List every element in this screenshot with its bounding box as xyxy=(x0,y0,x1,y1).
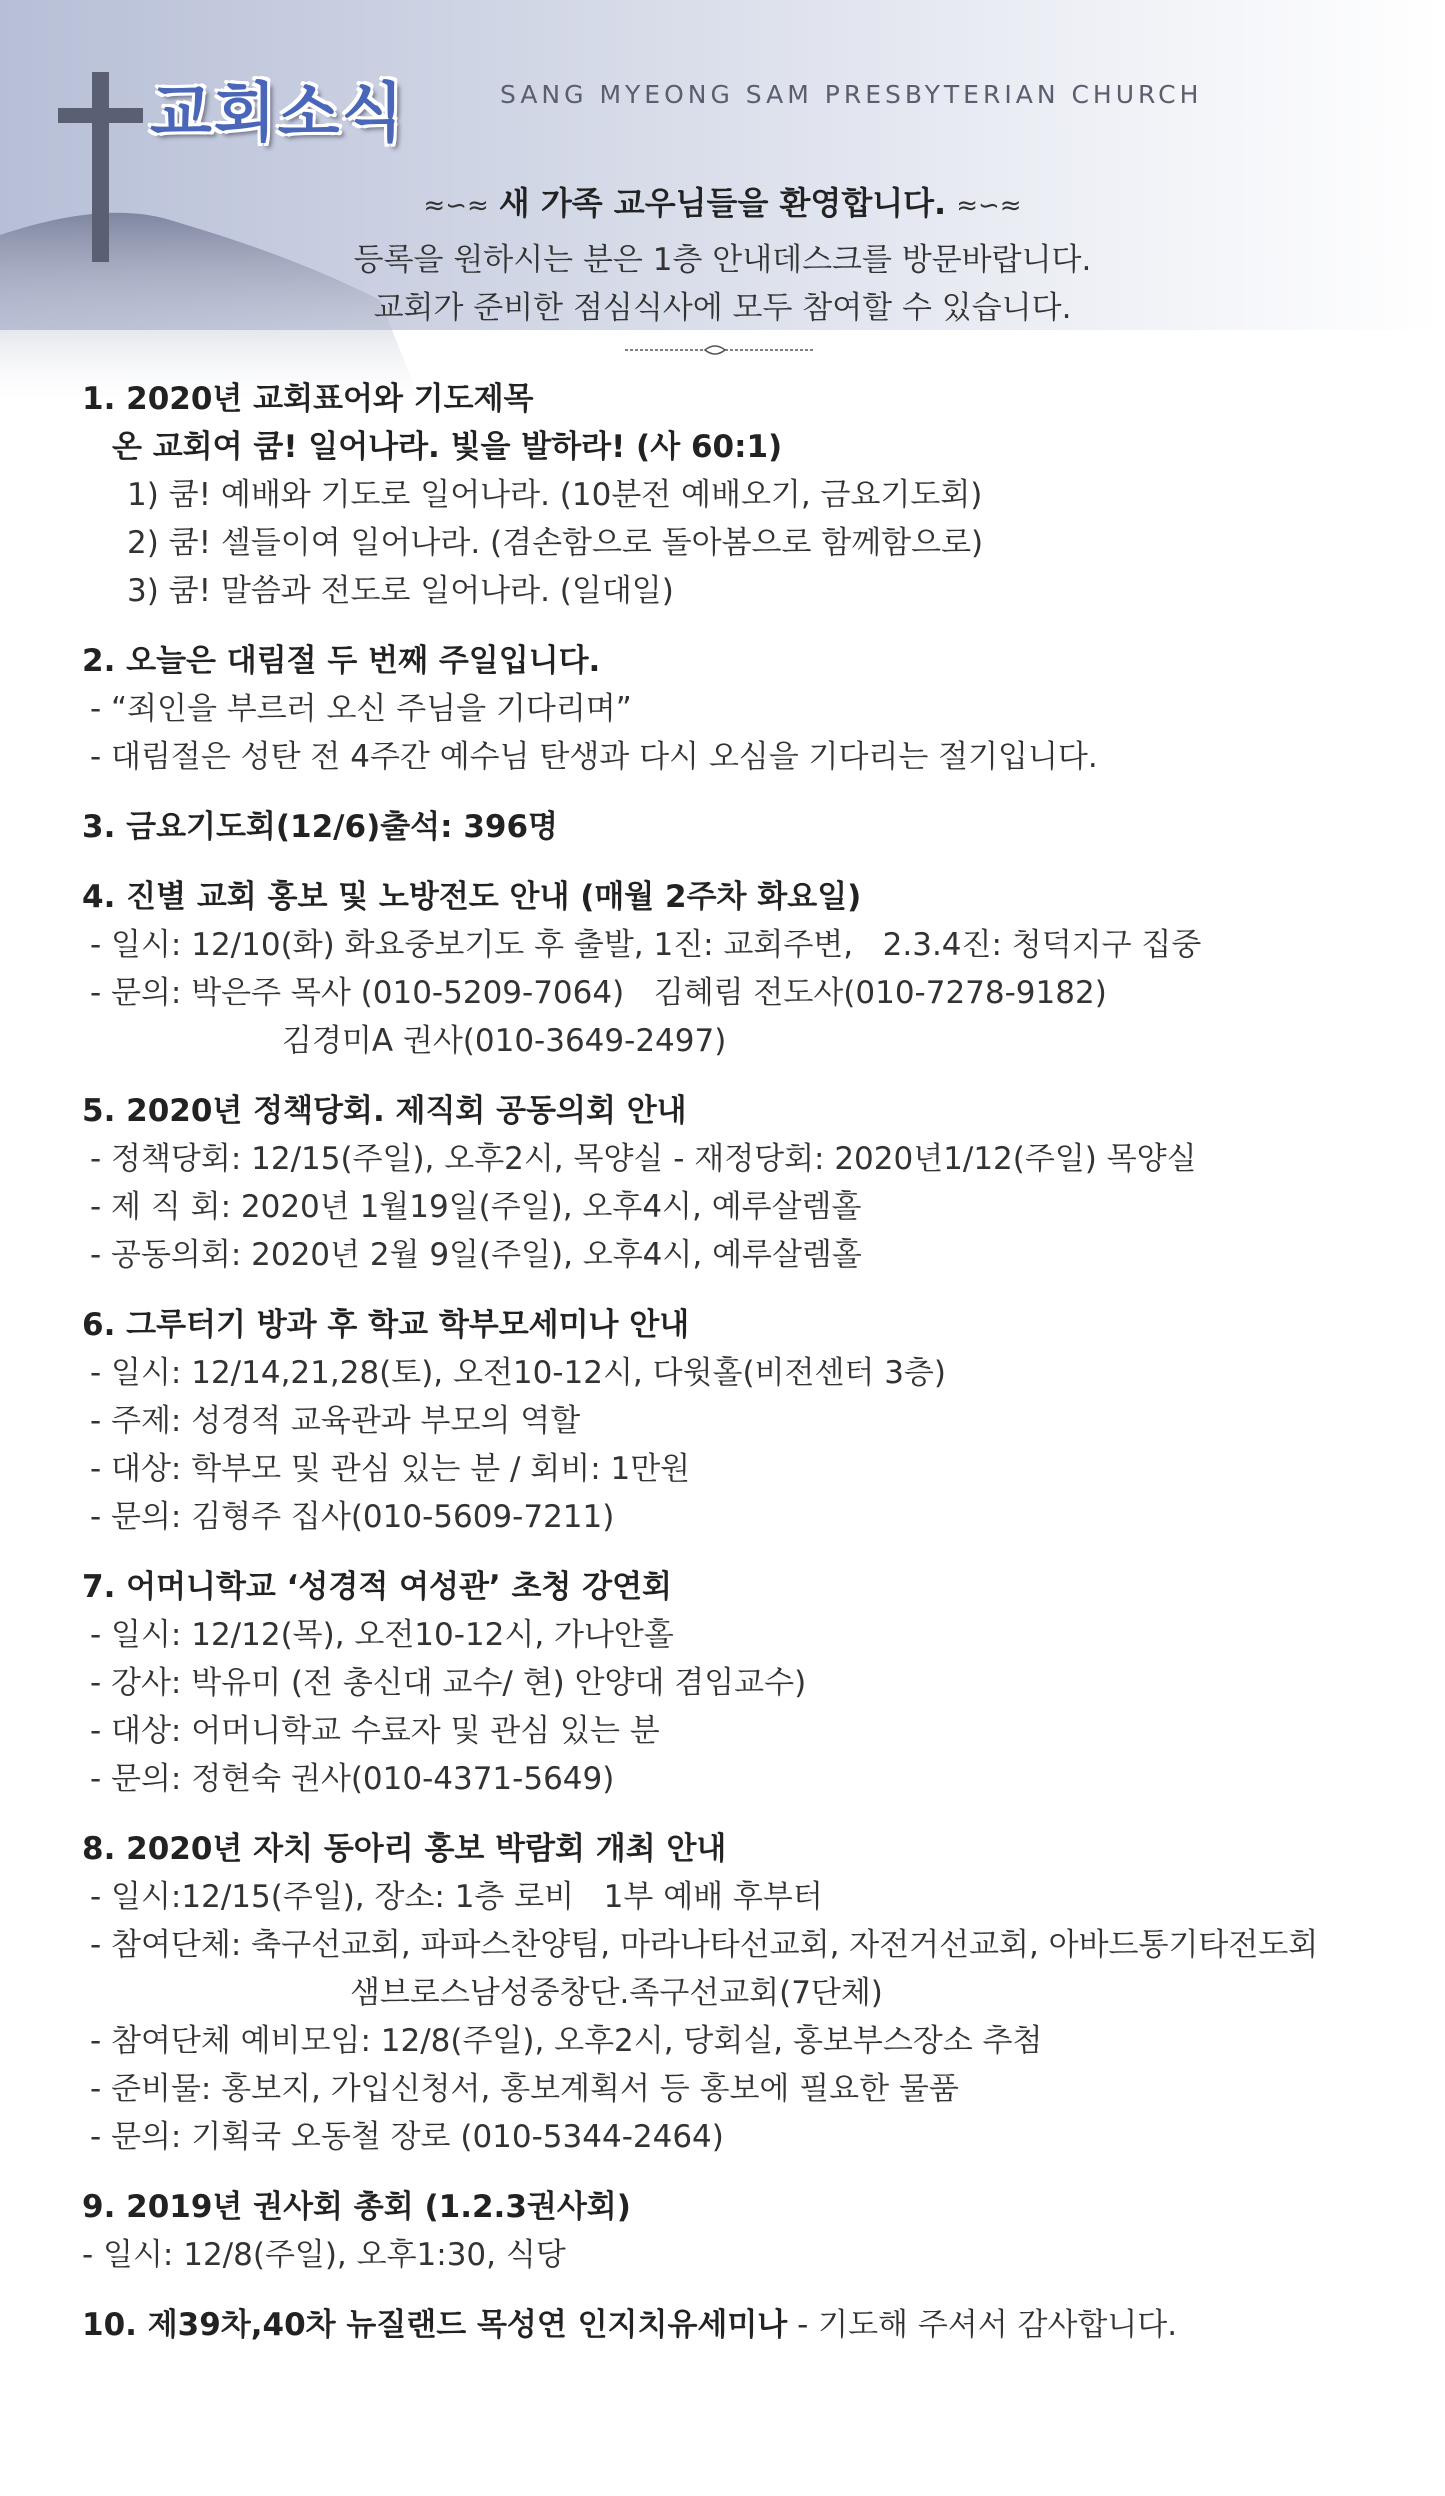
announcement-heading: 5. 2020년 정책당회. 제직회 공동의회 안내 xyxy=(82,1093,687,1129)
page-title: 교회소식 xyxy=(150,77,406,151)
list-item: - 문의: 정현숙 권사(010-4371-5649) xyxy=(90,1761,615,1797)
list-item: - 공동의회: 2020년 2월 9일(주일), 오후4시, 예루살렘홀 xyxy=(90,1237,862,1273)
list-item: - 강사: 박유미 (전 총신대 교수/ 현) 안양대 겸임교수) xyxy=(90,1665,807,1701)
announcements xyxy=(82,375,1402,2371)
announcement-4 xyxy=(82,873,1402,1065)
list-item-continuation: 샘브로스남성중창단.족구선교회(7단체) xyxy=(350,1975,883,2011)
list-item: 2) 쿰! 셀들이여 일어나라. (겸손함으로 돌아봄으로 함께함으로) xyxy=(127,525,984,561)
list-item: - 제 직 회: 2020년 1월19일(주일), 오후4시, 예루살렘홀 xyxy=(90,1189,862,1225)
list-item: - 준비물: 홍보지, 가입신청서, 홍보계획서 등 홍보에 필요한 물품 xyxy=(90,2071,959,2107)
announcement-2 xyxy=(82,637,1402,781)
announcement-6 xyxy=(82,1301,1402,1541)
ornament-right-icon: ≈∽≈ xyxy=(956,191,1022,221)
church-name-english: SANG MYEONG SAM PRESBYTERIAN CHURCH xyxy=(500,80,1203,109)
welcome-title xyxy=(0,178,1445,224)
announcement-heading: 4. 진별 교회 홍보 및 노방전도 안내 (매월 2주차 화요일) xyxy=(82,879,862,915)
announcement-5 xyxy=(82,1087,1402,1279)
announcement-heading: 3. 금요기도회(12/6)출석: 396명 xyxy=(82,809,558,845)
list-item: - 문의: 김형주 집사(010-5609-7211) xyxy=(90,1499,615,1535)
welcome-title-text: 새 가족 교우님들을 환영합니다. xyxy=(498,184,947,222)
list-item: - 대상: 어머니학교 수료자 및 관심 있는 분 xyxy=(90,1713,660,1749)
list-item: - 일시: 12/12(목), 오전10-12시, 가나안홀 xyxy=(90,1617,674,1653)
list-item: - 참여단체 예비모임: 12/8(주일), 오후2시, 당회실, 홍보부스장소 추첨 xyxy=(90,2023,1043,2059)
list-item: - “죄인을 부르러 오신 주님을 기다리며” xyxy=(90,691,632,727)
announcement-8 xyxy=(82,1825,1402,2161)
announcement-heading: 8. 2020년 자치 동아리 홍보 박람회 개최 안내 xyxy=(82,1831,727,1867)
list-item: - 일시: 12/10(화) 화요중보기도 후 출발, 1진: 교회주변, 2.3.4진: 청덕지구 집중 xyxy=(90,927,1202,963)
announcement-3 xyxy=(82,803,1402,851)
announcement-heading: 1. 2020년 교회표어와 기도제목 xyxy=(82,381,534,417)
list-item: - 대상: 학부모 및 관심 있는 분 / 회비: 1만원 xyxy=(90,1451,691,1487)
list-item: 3) 쿰! 말씀과 전도로 일어나라. (일대일) xyxy=(127,573,674,609)
announcement-heading xyxy=(82,2301,1402,2349)
list-item: - 주제: 성경적 교육관과 부모의 역할 xyxy=(90,1403,581,1439)
church-motto: 온 교회여 쿰! 일어나라. 빛을 발하라! (사 60:1) xyxy=(112,429,783,465)
announcement-1 xyxy=(82,375,1402,615)
ornament-left-icon: ≈∽≈ xyxy=(423,191,489,221)
list-item: - 일시: 12/8(주일), 오후1:30, 식당 xyxy=(82,2237,566,2273)
announcement-trail-text: - 기도해 주셔서 감사합니다. xyxy=(787,2307,1178,2343)
announcement-heading-text: 10. 제39차,40차 뉴질랜드 목성연 인지치유세미나 xyxy=(82,2307,788,2343)
list-item: - 문의: 박은주 목사 (010-5209-7064) 김혜림 전도사(010-7278-9182) xyxy=(90,975,1107,1011)
list-item: - 대림절은 성탄 전 4주간 예수님 탄생과 다시 오심을 기다리는 절기입니다. xyxy=(90,739,1098,775)
announcement-7 xyxy=(82,1563,1402,1803)
list-item: - 참여단체: 축구선교회, 파파스찬양팀, 마라나타선교회, 자전거선교회, 아바드통기타전도회 xyxy=(90,1927,1319,1963)
list-item: - 일시: 12/14,21,28(토), 오전10-12시, 다윗홀(비전센터 3층) xyxy=(90,1355,946,1391)
announcement-heading: 9. 2019년 권사회 총회 (1.2.3권사회) xyxy=(82,2189,631,2225)
list-item: 1) 쿰! 예배와 기도로 일어나라. (10분전 예배오기, 금요기도회) xyxy=(127,477,983,513)
announcement-10 xyxy=(82,2301,1402,2349)
list-item-continuation: 김경미A 권사(010-3649-2497) xyxy=(282,1023,727,1059)
announcement-9 xyxy=(82,2183,1402,2279)
announcement-heading: 6. 그루터기 방과 후 학교 학부모세미나 안내 xyxy=(82,1307,690,1343)
list-item: - 정책당회: 12/15(주일), 오후2시, 목양실 - 재정당회: 2020년1/12(주일) 목양실 xyxy=(90,1141,1197,1177)
welcome-line: 등록을 원하시는 분은 1층 안내데스크를 방문바랍니다. xyxy=(353,242,1092,278)
divider-ornament-icon xyxy=(620,342,820,358)
list-item: - 문의: 기획국 오동철 장로 (010-5344-2464) xyxy=(90,2119,724,2155)
announcement-heading: 7. 어머니학교 ‘성경적 여성관’ 초청 강연회 xyxy=(82,1569,672,1605)
announcement-heading: 2. 오늘은 대림절 두 번째 주일입니다. xyxy=(82,643,601,679)
list-item: - 일시:12/15(주일), 장소: 1층 로비 1부 예배 후부터 xyxy=(90,1879,823,1915)
welcome-line: 교회가 준비한 점심식사에 모두 참여할 수 있습니다. xyxy=(373,290,1072,326)
